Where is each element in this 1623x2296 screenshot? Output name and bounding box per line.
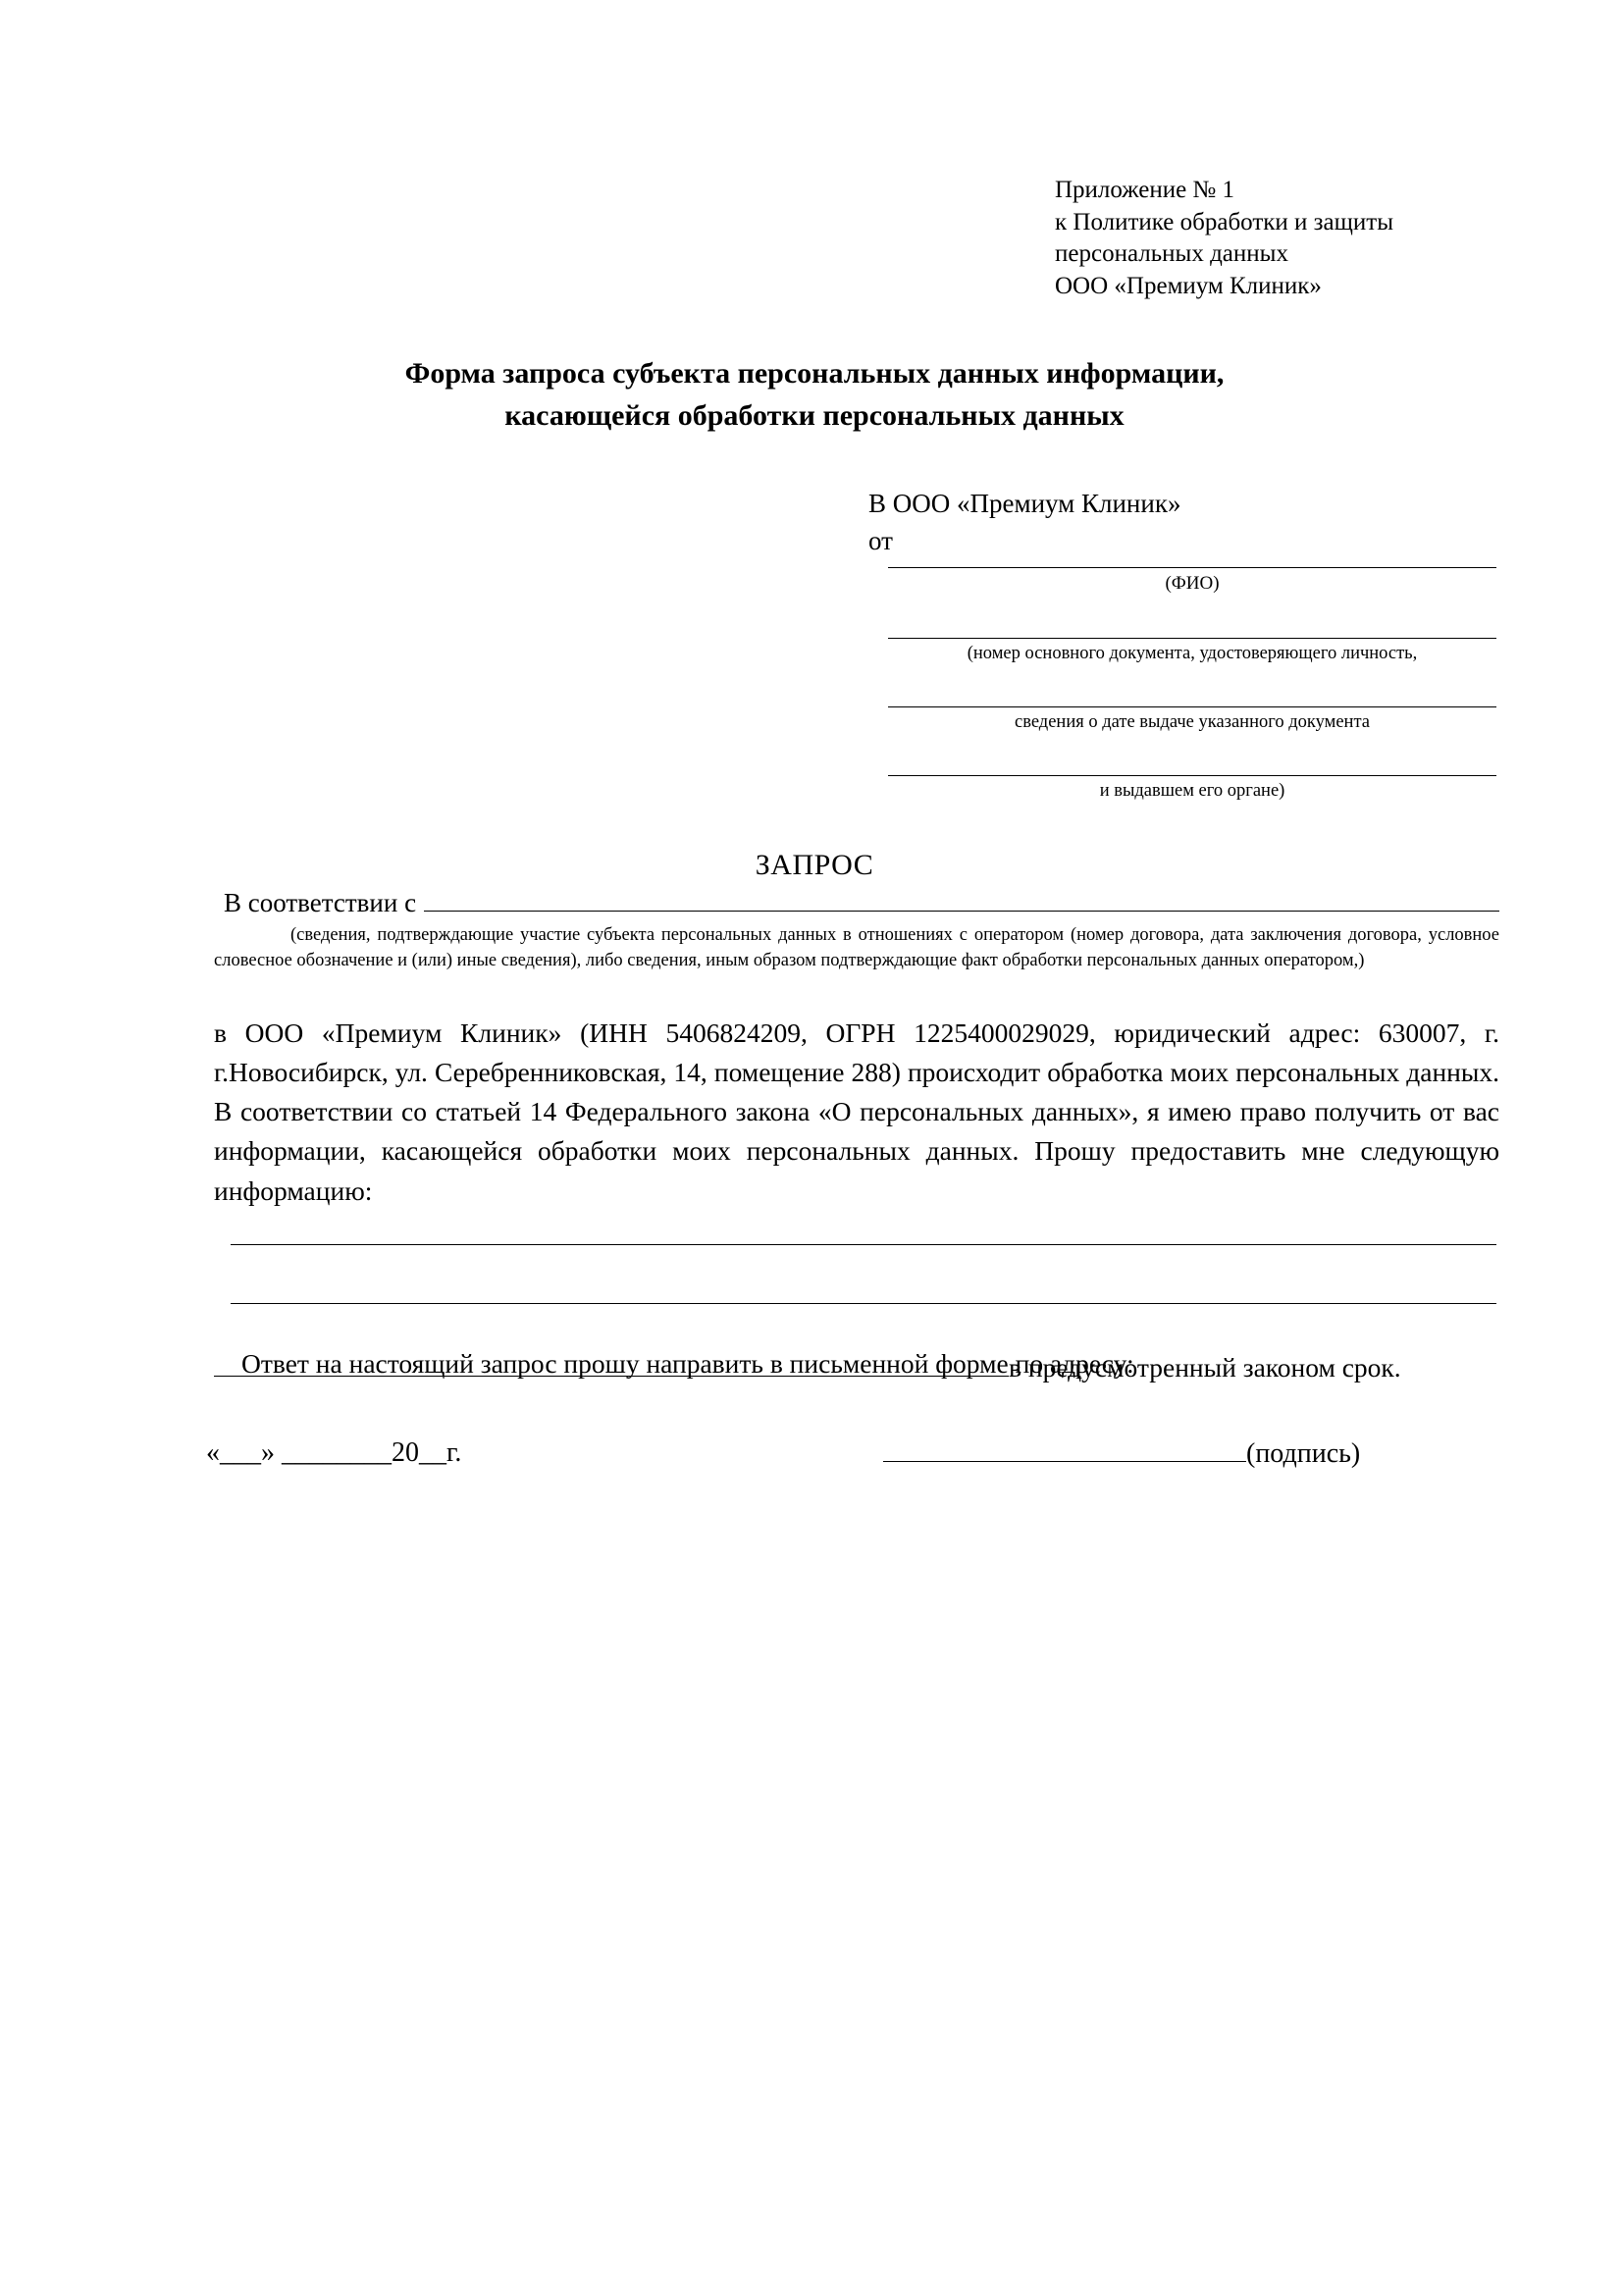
information-blank-rule-2[interactable] [231, 1303, 1496, 1304]
field-issuing-authority-caption: и выдавшем его органе) [1099, 781, 1285, 801]
request-heading: ЗАПРОС [755, 849, 874, 881]
field-issuing-authority-rule[interactable] [888, 775, 1496, 776]
appendix-line-4: ООО «Премиум Клиник» [1055, 272, 1322, 299]
page-title [211, 353, 1418, 437]
field-fio-caption: (ФИО) [1165, 573, 1220, 594]
explanatory-note-text: (сведения, подтверждающие участие субъекта персональных данных в отношениях с оператором (номер договора, дата заключения договора, условное словесное обозначение и (или) иные сведения), либо сведения, иным образом подтверждающие факт обработки персональных данных оператором,) [214, 925, 1499, 971]
field-document-date-caption: сведения о дате выдаче указанного документа [1015, 712, 1370, 732]
signature-date-field[interactable]: «___» ________20__г. [206, 1437, 462, 1468]
page-title-line-1: Форма запроса субъекта персональных данных информации, [404, 357, 1225, 390]
field-document-date-rule[interactable] [888, 706, 1496, 707]
field-fio[interactable] [888, 567, 1496, 596]
field-document-date[interactable] [888, 706, 1496, 734]
request-body-text: в ООО «Премиум Клиник» (ИНН 5406824209, ОГРН 1225400029029, юридический адрес: 630007, г. г.Новосибирск, ул. Серебренниковская, 14, помещение 288) происходит обработка моих персональных данных. В соответствии со статьей 14 Федерального закона «О персональных данных», я имею право получить от вас информации, касающейся обработки моих персональных данных. Прошу предоставить мне следующую информацию: [214, 1018, 1499, 1206]
field-document-number-rule[interactable] [888, 638, 1496, 639]
page-title-line-2: касающейся обработки персональных данных [504, 398, 1125, 432]
field-issuing-authority[interactable] [888, 775, 1496, 803]
appendix-line-2: к Политике обработки и защиты [1055, 208, 1394, 235]
field-fio-rule[interactable] [888, 567, 1496, 568]
accordance-line [224, 888, 1499, 918]
accordance-input-rule[interactable] [424, 889, 1499, 912]
information-blank-rule-1[interactable] [231, 1244, 1496, 1245]
signature-input-rule[interactable] [883, 1437, 1246, 1462]
addressee-organization: В ООО «Премиум Клиник» [868, 489, 1181, 518]
answer-address-line [214, 1352, 1499, 1383]
field-document-number[interactable] [888, 638, 1496, 665]
appendix-reference [1055, 175, 1545, 302]
field-document-number-caption: (номер основного документа, удостоверяющего личность, [967, 644, 1418, 663]
explanatory-note [214, 922, 1499, 974]
answer-intro-label: Ответ на настоящий запрос прошу направить в письменной форме по адресу: [241, 1348, 1134, 1380]
signature-caption: (подпись) [1246, 1438, 1361, 1469]
answer-address-input-rule[interactable] [214, 1352, 1009, 1377]
appendix-line-3: персональных данных [1055, 240, 1288, 267]
signature-field[interactable] [883, 1437, 1360, 1470]
addressee-block [868, 486, 1418, 559]
appendix-line-1: Приложение № 1 [1055, 177, 1235, 203]
answer-tail-label: в предусмотренный законом срок. [1009, 1352, 1401, 1383]
accordance-label: В соответствии с [224, 888, 417, 917]
addressee-from-label: от [868, 526, 893, 556]
